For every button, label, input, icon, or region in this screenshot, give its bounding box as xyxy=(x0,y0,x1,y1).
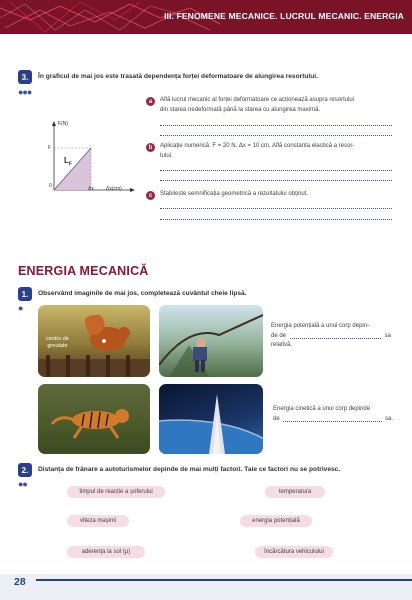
rocket-space-photo xyxy=(159,384,263,454)
option-vehicle-load[interactable]: încărcătura vehiculului xyxy=(255,546,333,558)
answer-line[interactable] xyxy=(160,125,392,126)
blank-field[interactable] xyxy=(290,338,381,339)
answer-line[interactable] xyxy=(160,219,392,220)
question-3-text: În graficul de mai jos este trasată dependența forței deformatoare de alungirea resortului. xyxy=(38,73,318,80)
question-number-2: 2. xyxy=(18,463,32,477)
graph-y-tick: F xyxy=(48,145,52,151)
subquestion-a-text: Află lucrul mecanic al forței deformatoare ce acționează asupra resortului din starea nedeformată până la starea cu alungirea maximă. xyxy=(160,97,355,113)
running-tiger-photo xyxy=(38,384,150,454)
footer-rule xyxy=(36,579,412,581)
graph-origin: 0 xyxy=(49,183,52,189)
answer-line[interactable] xyxy=(160,208,392,209)
option-potential-energy[interactable]: energia potențială xyxy=(240,515,312,527)
option-reaction-time[interactable]: timpul de reacție a șoferului xyxy=(67,486,165,498)
boy-in-tree-photo xyxy=(159,305,263,377)
graph-y-axis-label: F(N) xyxy=(58,121,68,127)
blank-field[interactable] xyxy=(283,421,382,422)
center-of-gravity-label: centru de greutate xyxy=(46,336,69,349)
answer-line[interactable] xyxy=(160,135,392,136)
question-2-text: Distanța de frânare a autoturismelor depinde de mai mulți factori. Taie ce factori nu se potrivesc. xyxy=(38,466,341,473)
subquestion-b-text: Aplicație numerică: F = 20 N, Δx = 10 cm. Află constanta elastică a resor- tului. xyxy=(160,143,355,159)
page-number: 28 xyxy=(14,576,26,588)
difficulty-dots: ● xyxy=(18,303,23,313)
potential-energy-text: Energia potențială a unui corp depin- de de sa relativă. xyxy=(271,323,391,348)
chapter-header xyxy=(0,0,412,34)
graph-area-label: $L_F$ xyxy=(64,156,72,168)
chapter-title: III. FENOMENE MECANICE. LUCRUL MECANIC. ENERGIA xyxy=(164,11,404,21)
answer-line[interactable] xyxy=(160,180,392,181)
option-car-speed[interactable]: viteza mașinii xyxy=(67,515,129,527)
subquestion-c-text: Stabilește semnificația geometrică a rezultatului obținut. xyxy=(160,191,309,197)
question-number-3: 3. xyxy=(18,70,32,84)
section-title: ENERGIA MECANICĂ xyxy=(18,264,149,278)
graph-x-axis-label: Δx(cm) xyxy=(106,186,122,192)
answer-line[interactable] xyxy=(160,170,392,171)
subquestion-c-badge: c xyxy=(146,191,155,200)
kinetic-energy-text: Energia cinetică a unui corp depinde de sa. xyxy=(273,406,393,422)
page-footer xyxy=(0,574,412,600)
subquestion-a-badge: a xyxy=(146,97,155,106)
question-number-1: 1. xyxy=(18,287,32,301)
subquestion-b-badge: b xyxy=(146,143,155,152)
difficulty-dots: ●● xyxy=(18,479,27,489)
option-temperature[interactable]: temperatura xyxy=(265,486,325,498)
option-ground-adherence[interactable]: aderența la sol (μ) xyxy=(67,546,145,558)
graph-x-tick: Δx xyxy=(88,186,94,192)
difficulty-dots: ●●● xyxy=(18,87,32,97)
question-1-text: Observând imaginile de mai jos, completează cuvântul cheie lipsă. xyxy=(38,290,247,297)
